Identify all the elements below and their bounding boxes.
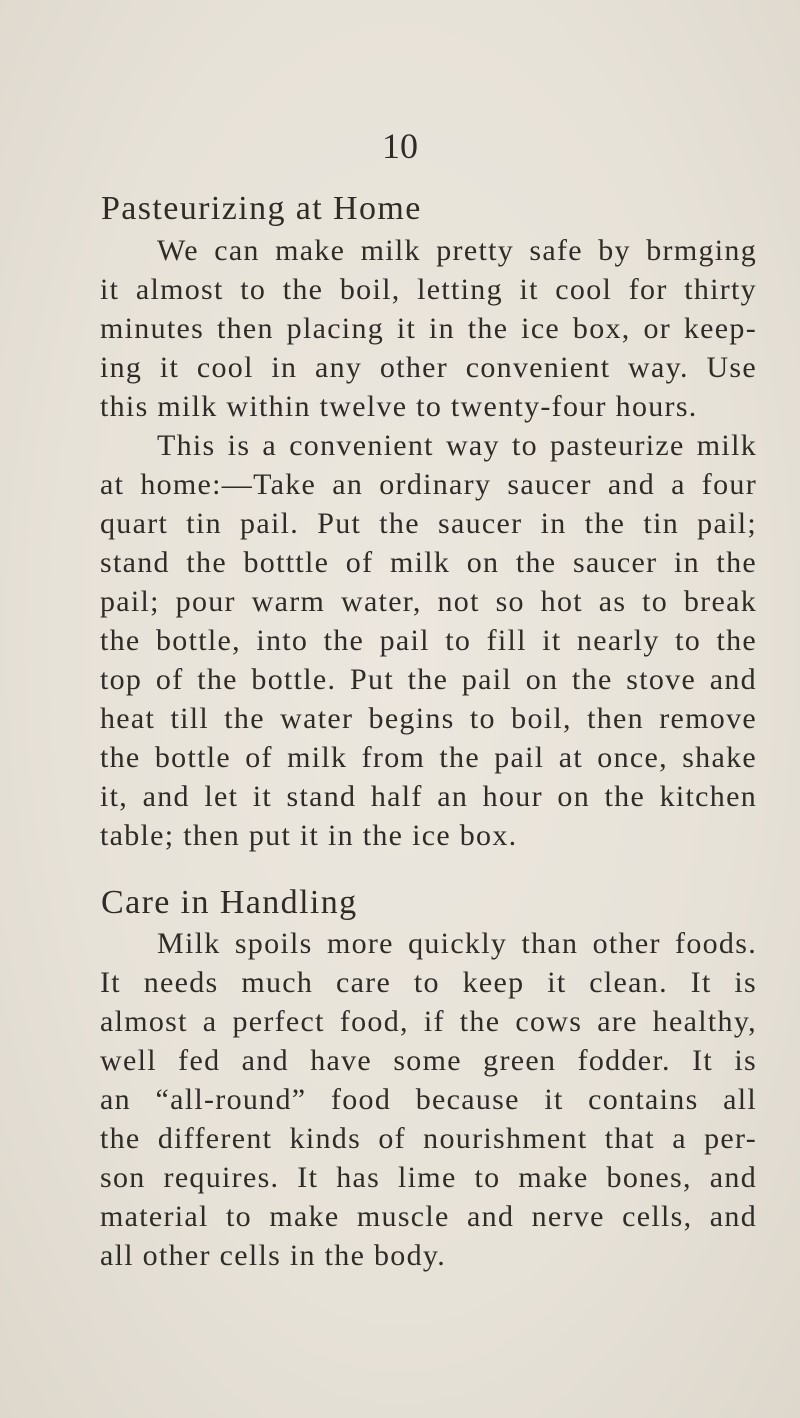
paragraph-line: table; then put it in the ice box.	[100, 819, 518, 852]
section-heading-care-in-handling: Care in Handling	[101, 884, 358, 921]
page-number: 10	[382, 126, 418, 166]
paragraph-line: an “all-round” food because it contains all	[100, 1083, 757, 1116]
paragraph-line: well fed and have some green fodder. It is	[100, 1044, 757, 1077]
paragraph-line: it, and let it stand half an hour on the kitchen	[100, 780, 757, 813]
paragraph-line: all other cells in the body.	[100, 1239, 447, 1272]
paragraph-line: Milk spoils more quickly than other foods.	[157, 927, 757, 960]
paragraph-line: quart tin pail. Put the saucer in the tin pail;	[100, 507, 757, 540]
paragraph-line: stand the botttle of milk on the saucer in the	[100, 546, 757, 579]
paragraph-line: pail; pour warm water, not so hot as to break	[100, 585, 757, 618]
paragraph-line: the different kinds of nourishment that a per-	[100, 1122, 757, 1155]
paragraph-line: This is a convenient way to pasteurize milk	[157, 429, 757, 462]
paragraph-line: almost a perfect food, if the cows are healthy,	[100, 1005, 757, 1038]
paragraph-line: top of the bottle. Put the pail on the stove and	[100, 663, 757, 696]
paragraph-line: minutes then placing it in the ice box, or keep-	[100, 312, 757, 345]
paragraph-line: it almost to the boil, letting it cool for thirty	[100, 273, 757, 306]
paragraph-line: ing it cool in any other convenient way. Use	[100, 351, 757, 384]
paragraph-line: It needs much care to keep it clean. It is	[100, 966, 757, 999]
paragraph-line: at home:—Take an ordinary saucer and a four	[100, 468, 757, 501]
paragraph-line: material to make muscle and nerve cells, and	[100, 1200, 757, 1233]
paragraph-line: heat till the water begins to boil, then remove	[100, 702, 757, 735]
paragraph-line: We can make milk pretty safe by brmging	[157, 234, 757, 267]
paragraph-line: the bottle of milk from the pail at once, shake	[100, 741, 757, 774]
paragraph-line: son requires. It has lime to make bones, and	[100, 1161, 757, 1194]
section-heading-pasteurizing: Pasteurizing at Home	[101, 190, 422, 227]
paragraph-line: the bottle, into the pail to fill it nearly to the	[100, 624, 757, 657]
paragraph-line: this milk within twelve to twenty-four hours.	[100, 390, 698, 423]
